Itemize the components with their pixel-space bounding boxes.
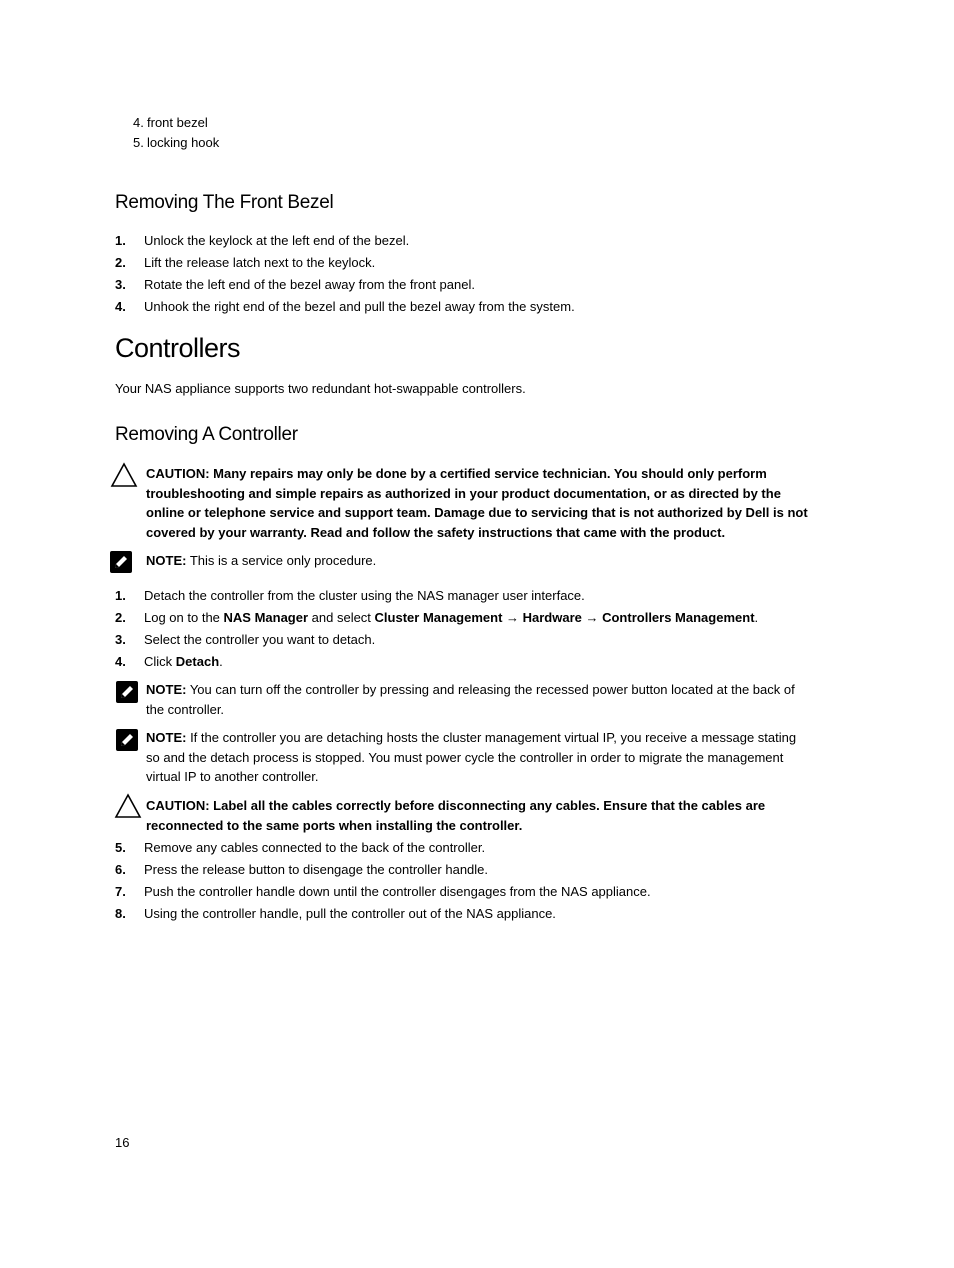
caution-triangle-icon	[114, 793, 142, 822]
note-pencil-icon	[116, 729, 138, 754]
note-label: NOTE:	[146, 730, 187, 745]
caution-text: CAUTION: Many repairs may only be done by a certified service technician. You should only perform troubleshooting and simple repairs as authorized in your product documentation, or as directed by the online or telephone service and support team. Damage due to servicing that is not authorized by Dell is not covered by your warranty. Read and follow the safety instructions that came with the product.	[146, 466, 808, 540]
step-number: 3.	[115, 277, 126, 292]
note-text: You can turn off the controller by pressing and releasing the recessed power button located at the back of the controller.	[146, 682, 795, 717]
step-number: 1.	[115, 588, 126, 603]
list-item: front bezel	[147, 115, 208, 130]
note-label: NOTE:	[146, 682, 187, 697]
step-number: 2.	[115, 610, 126, 625]
caution-triangle-icon	[110, 462, 138, 491]
step-text: Detach the controller from the cluster using the NAS manager user interface.	[144, 588, 585, 603]
step-text: Push the controller handle down until the controller disengages from the NAS appliance.	[144, 884, 651, 899]
page-number: 16	[115, 1135, 130, 1150]
step-number: 2.	[115, 255, 126, 270]
step-number: 4.	[115, 654, 126, 669]
chapter-heading-controllers: Controllers	[115, 333, 241, 363]
list-number: 4.	[133, 115, 144, 130]
step-text: Click Detach.	[144, 654, 223, 669]
step-number: 3.	[115, 632, 126, 647]
step-text: Lift the release latch next to the keylock.	[144, 255, 376, 270]
step-text: Remove any cables connected to the back of the controller.	[144, 840, 486, 855]
step-text: Log on to the NAS Manager and select Cluster Management → Hardware → Controllers Management.	[144, 610, 759, 625]
step-number: 1.	[115, 233, 126, 248]
step-number: 8.	[115, 906, 126, 921]
list-item: locking hook	[147, 135, 220, 150]
caution-text: CAUTION: Label all the cables correctly before disconnecting any cables. Ensure that the cables are reconnected to the same ports when installing the controller.	[146, 798, 766, 833]
note-pencil-icon	[110, 551, 132, 576]
step-text: Press the release button to disengage the controller handle.	[144, 862, 489, 877]
intro-paragraph: Your NAS appliance supports two redundant hot-swappable controllers.	[115, 381, 526, 396]
note-paragraph	[146, 728, 811, 787]
step-number: 6.	[115, 862, 126, 877]
step-text: Select the controller you want to detach.	[144, 632, 376, 647]
step-number: 4.	[115, 299, 126, 314]
note-paragraph	[146, 680, 811, 719]
section-heading-front-bezel: Removing The Front Bezel	[115, 192, 334, 213]
note-text: If the controller you are detaching hosts the cluster management virtual IP, you receive a message stating so and the detach process is stopped. You must power cycle the controller in order to migrate the management virtual IP to another controller.	[146, 730, 797, 784]
step-text: Unhook the right end of the bezel and pull the bezel away from the system.	[144, 299, 575, 314]
ui-path-controllers-management: Cluster Management → Hardware → Controllers Management	[374, 610, 755, 625]
list-number: 5.	[133, 135, 144, 150]
ui-label-nas-manager: NAS Manager	[223, 610, 309, 625]
note-paragraph	[146, 551, 806, 571]
step-number: 7.	[115, 884, 126, 899]
step-text: Using the controller handle, pull the controller out of the NAS appliance.	[144, 906, 556, 921]
note-label: NOTE:	[146, 553, 187, 568]
step-text: Unlock the keylock at the left end of the bezel.	[144, 233, 410, 248]
note-pencil-icon	[116, 681, 138, 706]
note-text: This is a service only procedure.	[186, 553, 377, 568]
ui-label-detach: Detach	[175, 654, 220, 669]
section-heading-removing-controller: Removing A Controller	[115, 424, 298, 445]
step-number: 5.	[115, 840, 126, 855]
step-text: Rotate the left end of the bezel away from the front panel.	[144, 277, 475, 292]
